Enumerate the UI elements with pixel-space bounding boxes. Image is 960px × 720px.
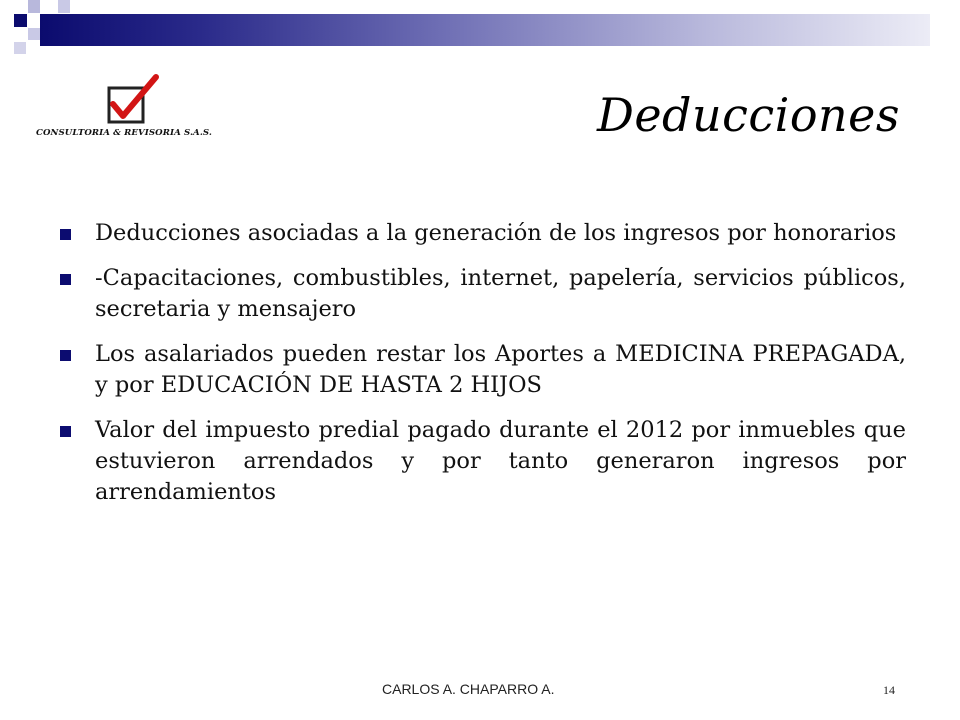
company-logo bbox=[36, 74, 216, 146]
square-bullet-icon bbox=[60, 426, 71, 437]
corner-square-light-1 bbox=[28, 0, 40, 13]
corner-square-dark-1 bbox=[14, 14, 27, 27]
corner-square-light-2 bbox=[28, 28, 40, 40]
footer-author: CARLOS A. CHAPARRO A. bbox=[382, 681, 555, 697]
page-number: 14 bbox=[883, 683, 895, 697]
bullet-text: -Capacitaciones, combustibles, internet, papelería, servicios públicos, secretaria y mensajero bbox=[95, 265, 906, 322]
bullet-text: Valor del impuesto predial pagado durante el 2012 por inmuebles que estuvieron arrendados y por tanto generaron ingresos por arrendamientos bbox=[95, 417, 906, 505]
bullet-item bbox=[60, 339, 906, 401]
header-gradient-bar bbox=[40, 14, 930, 46]
bullet-item bbox=[60, 263, 906, 325]
bullet-list bbox=[60, 218, 906, 522]
bullet-item bbox=[60, 415, 906, 508]
corner-square-light-3 bbox=[58, 0, 70, 13]
square-bullet-icon bbox=[60, 229, 71, 240]
bullet-item bbox=[60, 218, 906, 249]
checkmark-box-icon bbox=[106, 74, 162, 126]
company-name: CONSULTORIA & REVISORIA S.A.S. bbox=[36, 128, 213, 138]
bullet-text: Los asalariados pueden restar los Aportes a MEDICINA PREPAGADA, y por EDUCACIÓN DE HASTA 2 HIJOS bbox=[95, 341, 906, 398]
bullet-text: Deducciones asociadas a la generación de los ingresos por honorarios bbox=[95, 220, 897, 246]
corner-square-light-4 bbox=[14, 42, 26, 54]
square-bullet-icon bbox=[60, 350, 71, 361]
square-bullet-icon bbox=[60, 274, 71, 285]
slide-title: Deducciones bbox=[596, 88, 900, 142]
